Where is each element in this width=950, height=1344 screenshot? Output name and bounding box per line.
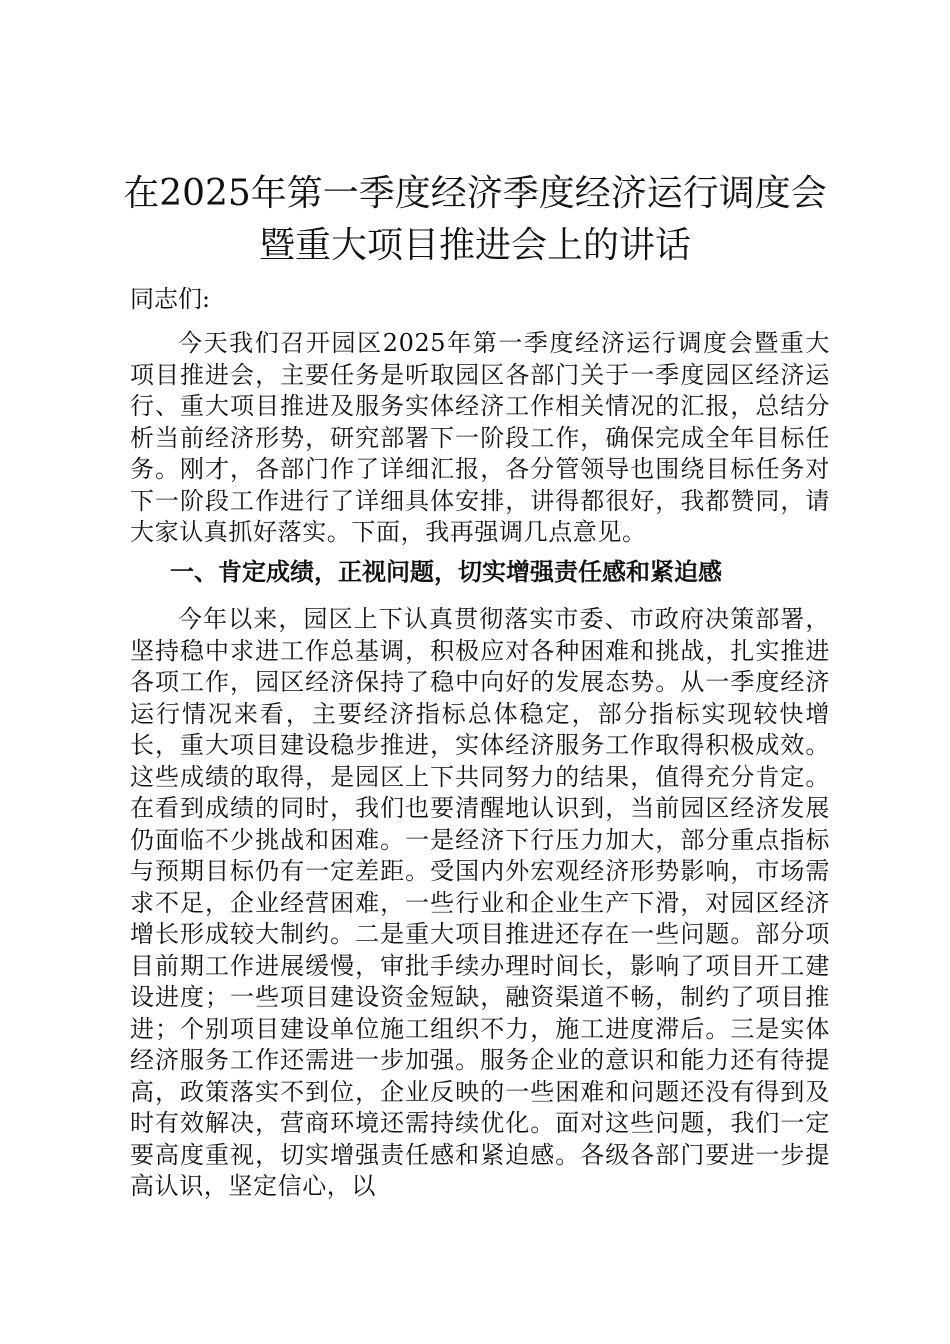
document-title: [110, 168, 840, 272]
section-heading-1: 一、肯定成绩，正视问题，切实增强责任感和紧迫感: [170, 558, 722, 586]
intro-paragraph: 今天我们召开园区2025年第一季度经济运行调度会暨重大项目推进会，主要任务是听取园区各部门关于一季度园区经济运行、重大项目推进及服务实体经济工作相关情况的汇报，总结分析当前经济形势，研究部署下一阶段工作，确保完成全年目标任务。刚才，各部门作了详细汇报，各分管领导也围绕目标任务对下一阶段工作进行了详细具体安排，讲得都很好，我都赞同，请大家认真抓好落实。下面，我再强调几点意见。: [130, 329, 830, 546]
title-line-1: 在2025年第一季度经济季度经济运行调度会: [123, 173, 827, 214]
title-line-2: 暨重大项目推进会上的讲话: [258, 225, 691, 266]
body-paragraph-1: 今年以来，园区上下认真贯彻落实市委、市政府决策部署，坚持稳中求进工作总基调，积极应对各种困难和挑战，扎实推进各项工作，园区经济保持了稳中向好的发展态势。从一季度经济运行情况来看，主要经济指标总体稳定，部分指标实现较快增长，重大项目建设稳步推进，实体经济服务工作取得积极成效。这些成绩的取得，是园区上下共同努力的结果，值得充分肯定。在看到成绩的同时，我们也要清醒地认识到，当前园区经济发展仍面临不少挑战和困难。一是经济下行压力加大，部分重点指标与预期目标仍有一定差距。受国内外宏观经济形势影响，市场需求不足，企业经营困难，一些行业和企业生产下滑，对园区经济增长形成较大制约。二是重大项目推进还存在一些问题。部分项目前期工作进展缓慢，审批手续办理时间长，影响了项目开工建设进度；一些项目建设资金短缺，融资渠道不畅，制约了项目推进；个别项目建设单位施工组织不力，施工进度滞后。三是实体经济服务工作还需进一步加强。服务企业的意识和能力还有待提高，政策落实不到位，企业反映的一些困难和问题还没有得到及时有效解决，营商环境还需持续优化。面对这些问题，我们一定要高度重视，切实增强责任感和紧迫感。各级各部门要进一步提高认识，坚定信心，以: [130, 605, 830, 1200]
salutation: 同志们:: [130, 285, 211, 313]
